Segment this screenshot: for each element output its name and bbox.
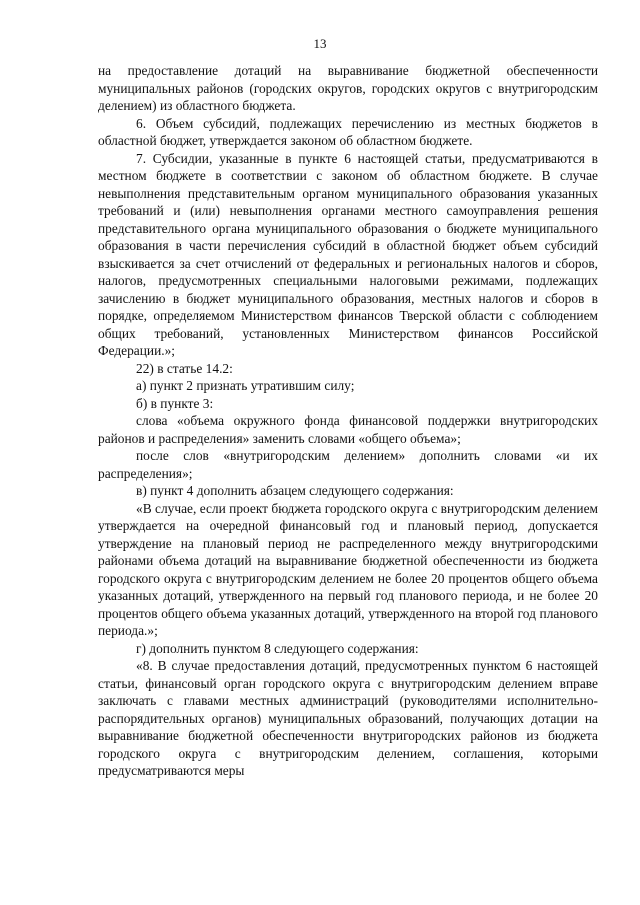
paragraph-sub-b: б) в пункте 3: <box>136 395 214 411</box>
paragraph-add-words: после слов «внутригородским делением» дополнить словами «и их распределения»; <box>98 448 598 481</box>
page-number: 13 <box>313 36 327 51</box>
paragraph-sub-v: в) пункт 4 дополнить абзацем следующего содержания: <box>136 483 454 498</box>
paragraph-sub-a: а) пункт 2 признать утратившим силу; <box>136 378 355 393</box>
paragraph-sub-g: г) дополнить пунктом 8 следующего содержания: <box>136 640 419 656</box>
document-body <box>98 62 598 780</box>
paragraph-item-22: 22) в статье 14.2: <box>136 360 233 376</box>
paragraph-continuation: на предоставление дотаций на выравнивание бюджетной обеспеченности муниципальных районов (городских округов, городских округов с внутригородским делением) из областного бюджета. <box>98 63 598 113</box>
paragraph-item-6: 6. Объем субсидий, подлежащих перечислению из местных бюджетов в областной бюджет, утверждается законом об областном бюджете. <box>98 115 598 148</box>
paragraph-quote-plan-period: «В случае, если проект бюджета городского округа с внутригородским делением утверждается на очередной финансовый год и плановый период, допускается утверждение на плановый период не распределенного между внутригородскими районами объема дотаций на выравнивание бюджетной обеспеченности из бюджета городского округа с внутригородским делением не более 20 процентов общего объема указанных дотаций, утвержденного на первый год планового периода, и не более 20 процентов общего объема указанных дотаций, утвержденного на второй год планового периода.»; <box>98 500 598 638</box>
paragraph-item-7: 7. Субсидии, указанные в пункте 6 настоящей статьи, предусматриваются в местном бюджете в соответствии с законом об областном бюджете. В случае невыполнения представительным органом муниципального образования указанных требований и (или) невыполнения органами местного самоуправления решения представительного органа муниципального образования о бюджете муниципального образования в части перечисления субсидий в областной бюджет объем субсидий взыскивается за счет отчислений от федеральных и региональных налогов и сборов, налогов, предусмотренных специальными налоговыми режимами, подлежащих зачислению в бюджет муниципального образования, местных налогов и сборов в порядке, определяемом Министерством финансов Тверской области с соблюдением общих требований, установленных Министерством финансов Российской Федерации.»; <box>98 150 598 358</box>
paragraph-replace-words: слова «объема окружного фонда финансовой поддержки внутригородских районов и распределения» заменить словами «общего объема»; <box>98 413 598 446</box>
paragraph-quote-item-8: «8. В случае предоставления дотаций, предусмотренных пунктом 6 настоящей статьи, финансовый орган городского округа с внутригородским делением вправе заключать с главами местных администраций (руководителями исполнительно-распорядительных органов) муниципальных образований, получающих дотации на выравнивание бюджетной обеспеченности внутригородских районов из бюджета городского округа с внутригородским делением, соглашения, которыми предусматриваются меры <box>98 658 598 778</box>
